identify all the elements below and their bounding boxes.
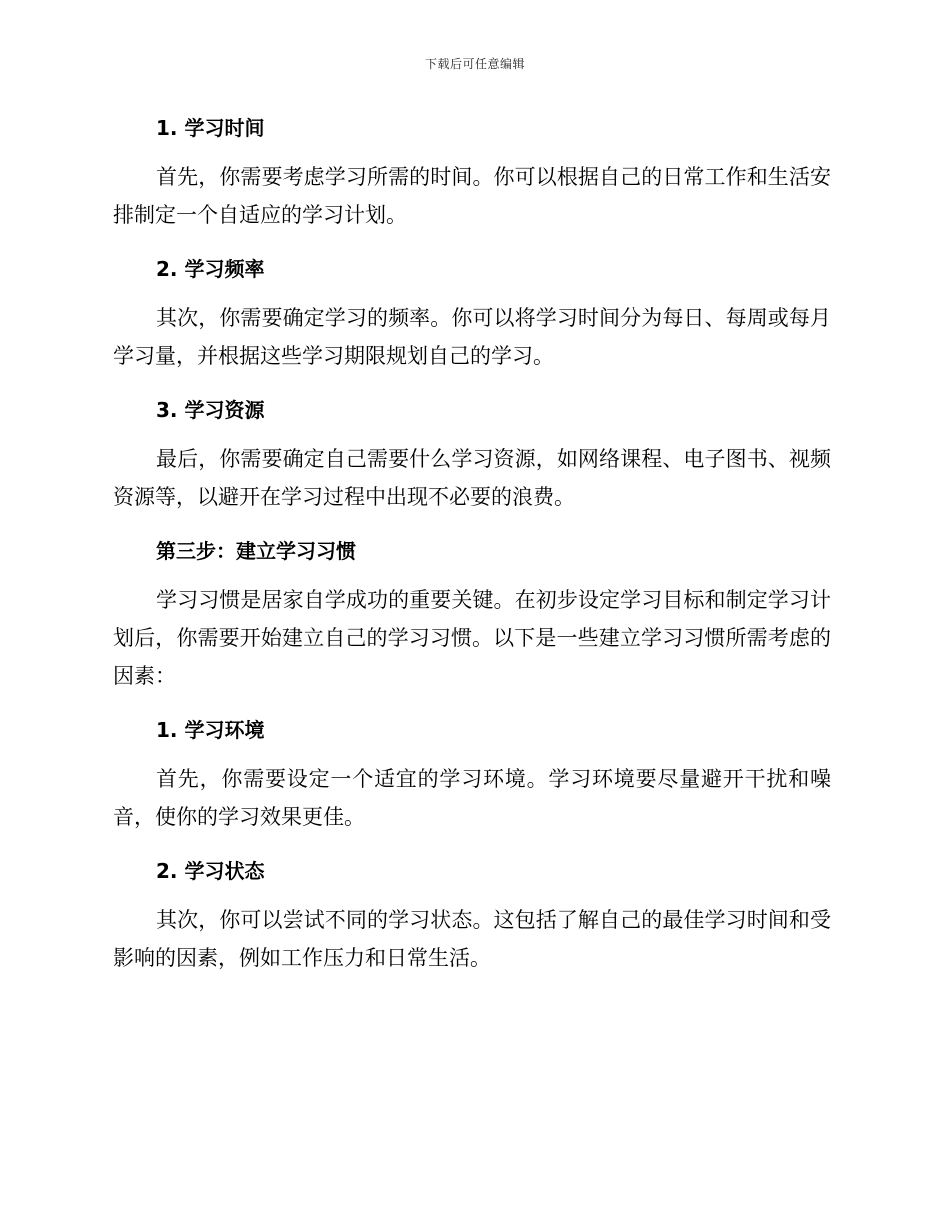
section-heading-study-frequency: 2. 学习频率	[156, 257, 265, 281]
section-heading-study-state: 2. 学习状态	[156, 859, 265, 883]
paragraph-study-environment: 首先，你需要设定一个适宜的学习环境。学习环境要尽量避开干扰和噪音，使你的学习效果更佳。	[113, 767, 831, 829]
paragraph-study-resources: 最后，你需要确定自己需要什么学习资源，如网络课程、电子图书、视频资源等，以避开在学习过程中出现不必要的浪费。	[113, 447, 831, 509]
paragraph-study-time: 首先，你需要考虑学习所需的时间。你可以根据自己的日常工作和生活安排制定一个自适应的学习计划。	[113, 165, 831, 227]
section-heading-study-resources: 3. 学习资源	[156, 398, 265, 422]
section-heading-study-time: 1. 学习时间	[156, 116, 265, 140]
header-note: 下载后可任意编辑	[424, 57, 525, 71]
section-heading-study-environment: 1. 学习环境	[156, 718, 265, 742]
paragraph-study-state: 其次，你可以尝试不同的学习状态。这包括了解自己的最佳学习时间和受影响的因素，例如工作压力和日常生活。	[113, 908, 831, 970]
paragraph-study-frequency: 其次，你需要确定学习的频率。你可以将学习时间分为每日、每周或每月学习量，并根据这些学习期限规划自己的学习。	[113, 306, 831, 368]
document-body	[113, 108, 831, 992]
paragraph-step-three: 学习习惯是居家自学成功的重要关键。在初步设定学习目标和制定学习计划后，你需要开始建立自己的学习习惯。以下是一些建立学习习惯所需考虑的因素：	[113, 588, 831, 688]
section-heading-step-three: 第三步：建立学习习惯	[156, 539, 356, 563]
